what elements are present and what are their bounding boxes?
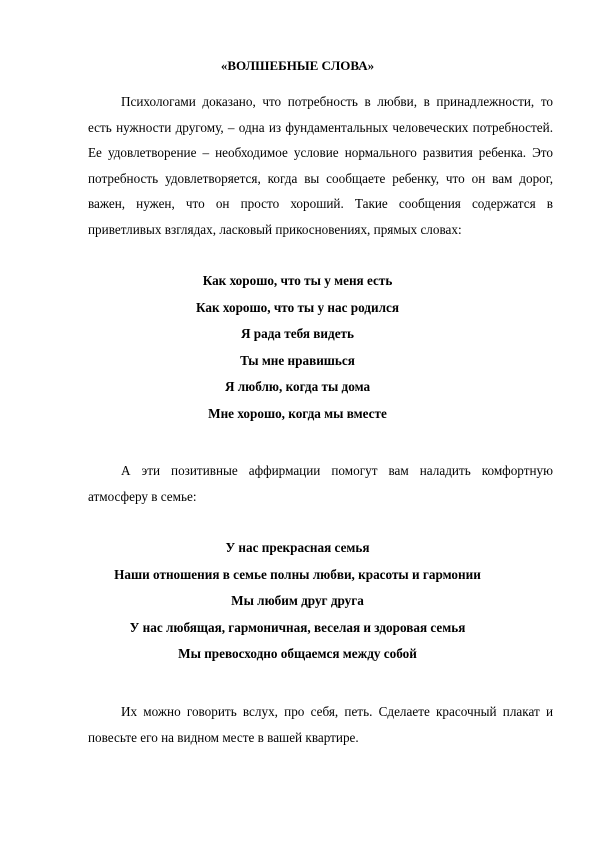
phrase-item: Я рада тебя видеть <box>240 326 355 341</box>
document-title: «ВОЛШЕБНЫЕ СЛОВА» <box>220 58 375 73</box>
closing-paragraph-text: Их можно говорить вслух, про себя, петь. Сделаете красочный плакат и повесьте его на видном месте в вашей квартире. <box>88 704 553 745</box>
phrases-list-children <box>0 268 595 427</box>
phrase-item: Как хорошо, что ты у нас родился <box>196 299 399 315</box>
phrase-item: Я люблю, когда ты дома <box>224 379 371 394</box>
intro-paragraph <box>88 89 553 242</box>
affirmations-list <box>0 535 595 668</box>
affirmation-item: Мы любим друг друга <box>231 593 364 608</box>
affirmation-item: Наши отношения в семье полны любви, красоты и гармонии <box>114 566 481 582</box>
affirmations-paragraph <box>88 458 553 509</box>
affirmation-item: У нас прекрасная семья <box>225 540 370 555</box>
closing-paragraph <box>88 699 553 750</box>
affirmations-paragraph-text: А эти позитивные аффирмации помогут вам наладить комфортную атмосферу в семье: <box>88 463 553 504</box>
affirmation-item: У нас любящая, гармоничная, веселая и здоровая семья <box>129 619 466 635</box>
phrase-item: Ты мне нравишься <box>240 352 355 368</box>
intro-paragraph-text: Психологами доказано, что потребность в любви, в принадлежности, то есть нужности другому, – одна из фундаментальных человеческих потребностей. Ее удовлетворение – необходимое условие нормального развития ребенка. Это потребность удовлетворяется, когда вы сообщаете ребенку, что он вам дорог, важен, нужен, что он просто хороший. Такие сообщения содержатся в приветливых взглядах, ласковый прикосновениях, прямых словах: <box>88 94 553 237</box>
phrase-item: Мне хорошо, когда мы вместе <box>208 405 387 421</box>
phrase-item: Как хорошо, что ты у меня есть <box>202 273 393 288</box>
affirmation-item: Мы превосходно общаемся между собой <box>178 646 417 661</box>
